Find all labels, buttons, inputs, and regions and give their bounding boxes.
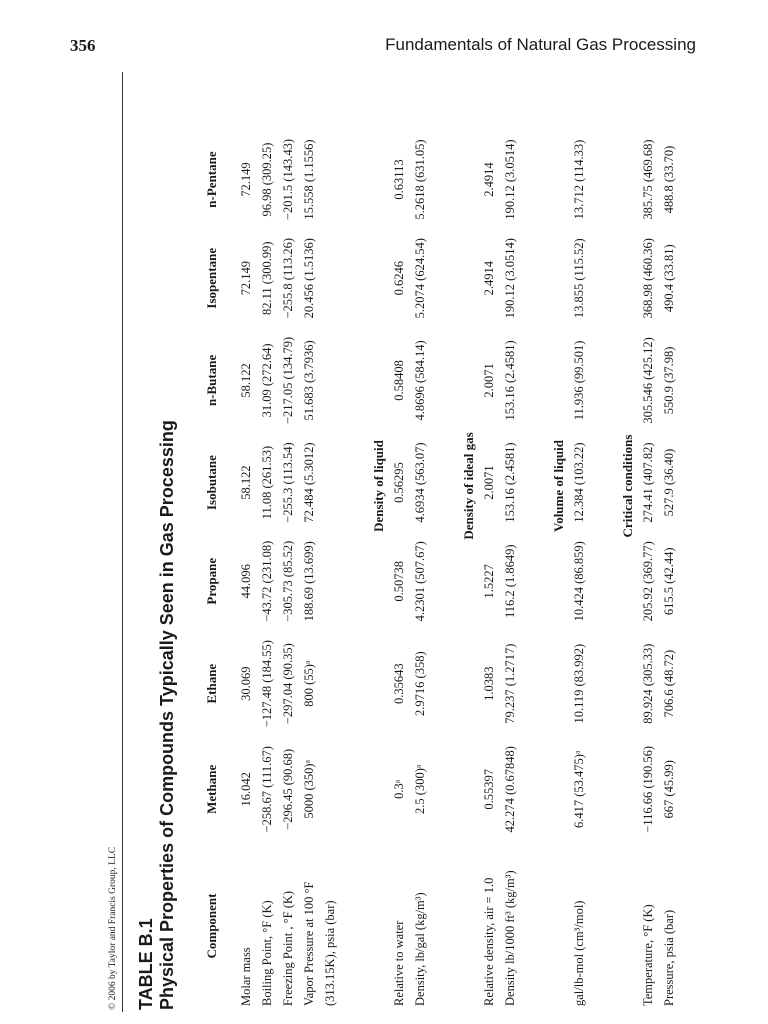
table-cell	[320, 327, 341, 433]
table-cell: 2.0071	[482, 465, 496, 500]
table-cell: 1.5227	[482, 564, 496, 599]
table-cell: 2.0071	[482, 363, 496, 398]
row-label: (313.15K), psia (bar)	[323, 900, 337, 1006]
section-heading: Critical conditions	[620, 434, 635, 538]
section-spacer	[521, 130, 537, 1010]
table-row	[389, 130, 410, 1010]
table-cell: 385.75 (469.68)	[641, 139, 655, 220]
column-header-n-butane: n-Butane	[204, 354, 219, 407]
column-header-isobutane: Isobutane	[204, 455, 219, 511]
table-cell: −258.67 (111.67)	[260, 746, 274, 833]
table-cell: 72.149	[239, 162, 253, 197]
table-cell: 0.56295	[392, 462, 406, 503]
table-cell: 11.936 (99.501)	[572, 340, 586, 421]
table-cell: 31.09 (272.64)	[260, 343, 274, 418]
table-cell: 2.5 (300)ᵃ	[413, 764, 427, 814]
table-cell: 800 (55)ᵃ	[302, 660, 316, 707]
table-cell: 15.558 (1.1556)	[302, 139, 316, 220]
table-cell: 11.08 (261.53)	[260, 445, 274, 520]
section-heading: Density of ideal gas	[461, 432, 476, 540]
table-cell: 0.35643	[392, 663, 406, 704]
table-cell: 16.042	[239, 772, 253, 807]
table-cell: −116.66 (190.56)	[641, 745, 655, 833]
table-cell: 72.484 (5.3012)	[302, 442, 316, 523]
section-spacer	[431, 130, 447, 1010]
row-label: Pressure, psia (bar)	[662, 909, 676, 1006]
table-cell: 4.6934 (563.07)	[413, 442, 427, 523]
table-caption: Physical Properties of Compounds Typically Seen in Gas Processing	[157, 420, 177, 1010]
table-cell: 116.2 (1.8649)	[503, 544, 517, 618]
table-cell: 51.683 (3.7936)	[302, 340, 316, 421]
section-spacer	[341, 130, 357, 1010]
table-cell: 188.69 (13.699)	[302, 541, 316, 622]
column-header-ethane: Ethane	[204, 663, 219, 704]
section-heading-spacer	[357, 842, 389, 1010]
table-row	[569, 130, 590, 1010]
spacer-cell	[431, 130, 447, 1010]
table-cell: 72.149	[239, 261, 253, 296]
table-cell: 550.9 (37.98)	[662, 346, 676, 415]
table-cell: 706.6 (48.72)	[662, 649, 676, 718]
table-cell: 58.122	[239, 363, 253, 398]
column-header-propane: Propane	[204, 557, 219, 605]
table-cell: 5.2618 (631.05)	[413, 139, 427, 220]
table-cell: 2.9716 (358)	[413, 651, 427, 716]
row-label: Density lb/1000 ft³ (kg/m³)	[503, 870, 517, 1006]
table-cell: −201.5 (143.43)	[281, 139, 295, 221]
table-cell: 0.55397	[482, 769, 496, 810]
table-cell: −255.8 (113.26)	[281, 237, 295, 319]
section-heading-row	[606, 130, 638, 1010]
rotated-table-block	[130, 70, 710, 1010]
section-heading-spacer	[447, 842, 479, 1010]
table-cell: 58.122	[239, 465, 253, 500]
table-cell: 10.424 (86.859)	[572, 541, 586, 622]
table-cell: 96.98 (309.25)	[260, 142, 274, 217]
table-label: TABLE B.1	[136, 918, 156, 1010]
table-cell: 0.63113	[392, 159, 406, 200]
table-row	[410, 130, 431, 1010]
section-spacer	[590, 130, 606, 1010]
properties-table	[204, 130, 680, 1010]
table-cell: 44.096	[239, 564, 253, 599]
table-cell: 12.384 (103.22)	[572, 442, 586, 523]
table-cell: 82.11 (300.99)	[260, 241, 274, 315]
table-cell: −127.48 (184.55)	[260, 640, 274, 728]
table-cell: 190.12 (3.0514)	[503, 238, 517, 319]
section-heading: Volume of liquid	[551, 440, 566, 532]
table-cell: 13.855 (115.52)	[572, 238, 586, 319]
table-cell: 2.4914	[482, 261, 496, 296]
spacer-cell	[341, 130, 357, 1010]
table-cell: 368.98 (460.36)	[641, 238, 655, 319]
table-row	[257, 130, 278, 1010]
table-cell: −305.73 (85.52)	[281, 540, 295, 622]
table-cell	[320, 631, 341, 737]
column-header-methane: Methane	[204, 764, 219, 814]
table-cell: 305.546 (425.12)	[641, 337, 655, 424]
table-cell: 153.16 (2.4581)	[503, 442, 517, 523]
table-cell: 4.8696 (584.14)	[413, 340, 427, 421]
table-top-rule	[122, 72, 123, 1012]
table-row	[500, 130, 521, 1010]
table-body	[236, 130, 680, 1010]
column-header-n-pentane: n-Pentane	[204, 151, 219, 208]
table-cell: 490.4 (33.81)	[662, 244, 676, 313]
section-heading-spacer	[606, 842, 638, 1010]
page-header	[0, 0, 768, 70]
table-cell: 89.924 (305.33)	[641, 643, 655, 724]
table-cell: 274.41 (407.82)	[641, 442, 655, 523]
table-row	[236, 130, 257, 1010]
section-heading-row	[357, 130, 389, 1010]
table-row	[659, 130, 680, 1010]
table-row	[278, 130, 299, 1010]
row-label: Temperature, °F (K)	[641, 904, 655, 1006]
row-label: gal/lb-mol (cm³/mol)	[572, 900, 586, 1006]
page-number: 356	[70, 36, 96, 55]
table-cell	[320, 433, 341, 531]
table-cell: 42.274 (0.67848)	[503, 746, 517, 833]
table-cell: 153.16 (2.4581)	[503, 340, 517, 421]
row-label: Vapor Pressure at 100 °F	[302, 881, 316, 1006]
table-cell: 0.50738	[392, 560, 406, 602]
spacer-cell	[590, 130, 606, 1010]
column-header-isopentane: Isopentane	[204, 247, 219, 309]
table-cell	[320, 130, 341, 229]
table-cell: −255.3 (113.54)	[281, 442, 295, 523]
table-cell: 30.069	[239, 666, 253, 701]
row-label: Freezing Point , °F (K)	[281, 890, 295, 1006]
table-cell: 20.456 (1.5136)	[302, 238, 316, 319]
table-cell: 527.9 (36.40)	[662, 448, 676, 517]
table-cell: 10.119 (83.992)	[572, 643, 586, 724]
column-header-component: Component	[204, 893, 219, 959]
table-cell: 205.92 (369.77)	[641, 541, 655, 622]
copyright-notice: © 2006 by Taylor and Francis Group, LLC	[108, 846, 118, 1010]
table-cell: 6.417 (53.475)ᵃ	[572, 750, 586, 828]
table-cell: 488.8 (33.70)	[662, 145, 676, 214]
row-label: Relative density, air = 1.0	[482, 877, 496, 1006]
table-cell: −43.72 (231.08)	[260, 540, 274, 622]
row-label: Boiling Point, °F (K)	[260, 900, 274, 1006]
row-label: Relative to water	[392, 920, 406, 1006]
table-cell	[320, 532, 341, 631]
table-cell: 4.2301 (507.67)	[413, 541, 427, 622]
table-cell: 190.12 (3.0514)	[503, 139, 517, 220]
table-cell: 1.0383	[482, 666, 496, 701]
row-label: Molar mass	[239, 947, 253, 1006]
section-heading-spacer	[537, 842, 569, 1010]
table-cell: 2.4914	[482, 162, 496, 197]
table-row	[299, 130, 320, 1010]
section-heading: Density of liquid	[371, 440, 386, 532]
table-header-row	[204, 130, 236, 1010]
table-cell	[320, 229, 341, 327]
table-row	[320, 130, 341, 1010]
table-cell: 0.3ᵃ	[392, 779, 406, 799]
running-title: Fundamentals of Natural Gas Processing	[385, 35, 696, 54]
table-cell: −217.05 (134.79)	[281, 336, 295, 425]
table-cell	[320, 737, 341, 842]
section-heading-row	[447, 130, 479, 1010]
table-cell: 5.2074 (624.54)	[413, 238, 427, 319]
table-cell: 667 (45.99)	[662, 760, 676, 819]
spacer-cell	[521, 130, 537, 1010]
table-row	[479, 130, 500, 1010]
table-cell: 0.58408	[392, 360, 406, 401]
table-cell: 13.712 (114.33)	[572, 139, 586, 220]
table-cell: 0.6246	[392, 261, 406, 296]
table-cell: 5000 (350)ᵃ	[302, 760, 316, 819]
table-cell: 79.237 (1.2717)	[503, 643, 517, 724]
section-heading-row	[537, 130, 569, 1010]
row-label: Density, lb/gal (kg/m³)	[413, 892, 427, 1006]
table-cell: −297.04 (90.35)	[281, 643, 295, 725]
table-cell: 615.5 (42.44)	[662, 547, 676, 616]
table-cell: −296.45 (90.68)	[281, 748, 295, 830]
table-row	[638, 130, 659, 1010]
